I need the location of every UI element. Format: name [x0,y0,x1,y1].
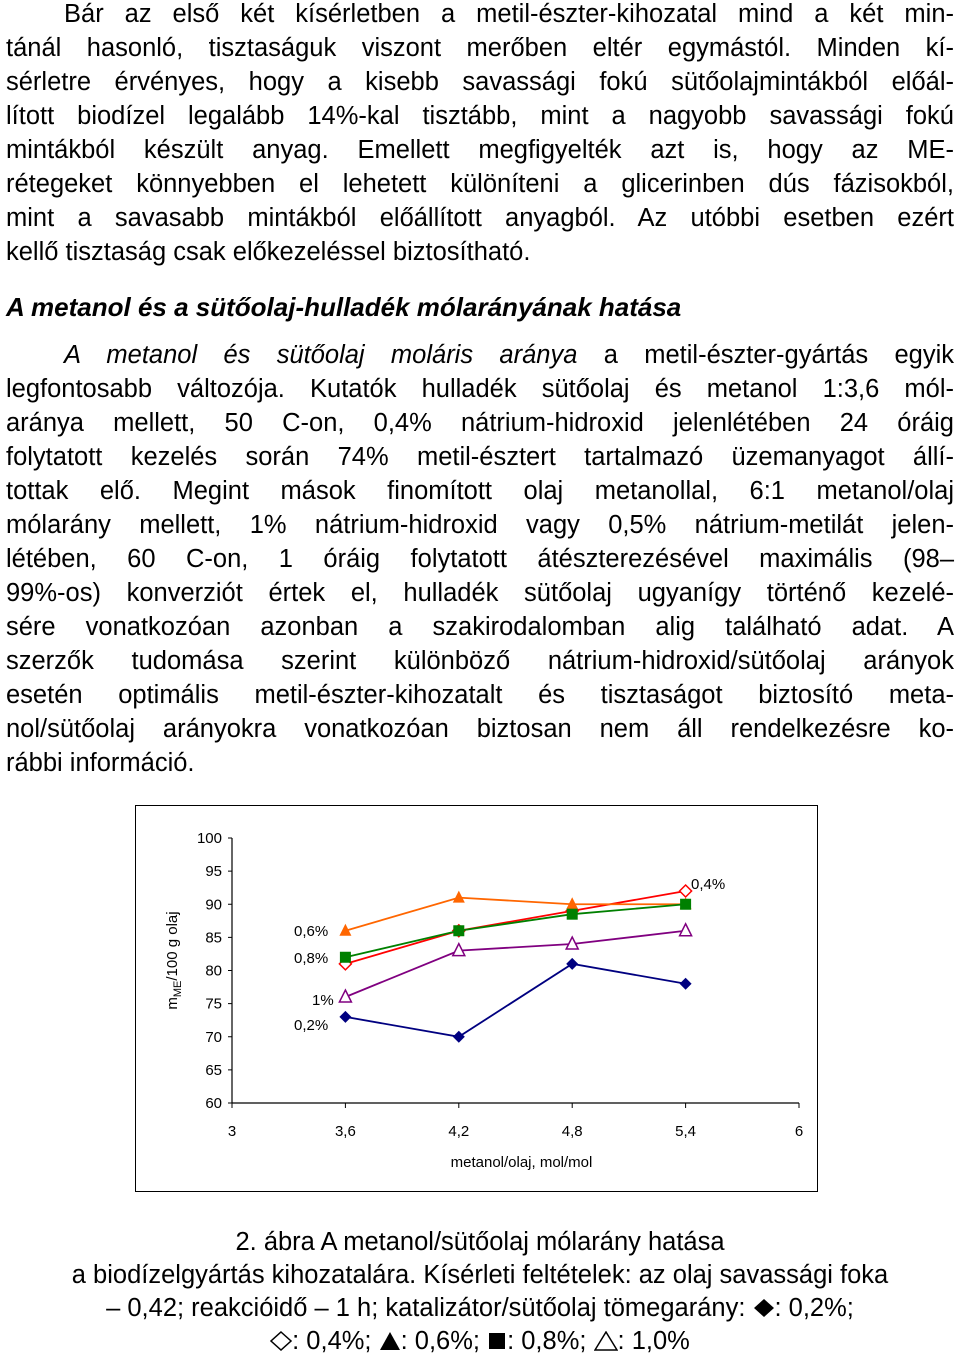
series-label: 0,2% [294,1017,329,1034]
paragraph-1-line: mintákból készült anyag. Emellett megfigyelték azt is, hogy az ME- [6,136,954,164]
paragraph-2-line: folytatott kezelés során 74% metil-észtert tartalmazó üzemanyagot állí- [6,443,954,471]
paragraph-1-line: mint a savasabb mintákból előállított anyagból. Az utóbbi esetben ezért [6,204,954,232]
y-tick-label: 95 [205,863,222,881]
x-tick-label: 4,8 [561,1123,583,1140]
y-tick-label: 90 [205,896,222,914]
data-point [680,885,692,897]
figure-caption [0,1226,960,1358]
filled-diamond-symbol-icon [753,1298,775,1318]
y-tick-label: 60 [205,1095,222,1112]
paragraph-2-italic-term: A metanol és sütőolaj moláris aránya [64,341,578,369]
caption-line-4 [0,1325,960,1358]
data-point [453,891,465,903]
y-tick-label: 80 [205,962,222,980]
paragraph-1-line: rétegeket könnyebben el lehetett különíteni a glicerinben dús fázisokból, [6,170,954,198]
paragraph-2-line: szerzők tudomása szerint különböző nátrium-hidroxid/sütőolaj arányok [6,647,954,675]
data-point [566,958,578,970]
y-tick-label: 85 [205,929,222,947]
caption-item-0-6: : 0,6%; [400,1327,488,1355]
paragraph-1-line: sérletre érvényes, hogy a kisebb savassági fokú sütőolajmintákból előál- [6,68,954,96]
y-axis-label: $m_{ME}/100$ g olaj [164,911,184,1010]
paragraph-1-line: lított biodízel legalább 14%-kal tisztább, mint a nagyobb savassági fokú [6,102,954,130]
paragraph-2-line: rábbi információ. [6,749,195,777]
paragraph-2-line: esetén optimális metil-észter-kihozatalt és tisztaságot biztosító meta- [6,681,954,709]
x-axis-label: metanol/olaj, mol/mol [450,1154,593,1171]
paragraph-2-line: mólarány mellett, 1% nátrium-hidroxid vagy 0,5% nátrium-metilát jelen- [6,511,954,539]
series-label: 0,6% [294,923,329,940]
paragraph-1-line: Bár az első két kísérletben a metil-észter-kihozatal mind a két min- [64,0,954,28]
series-label: 1% [312,992,334,1009]
caption-line-3 [0,1292,960,1325]
series-line [345,898,685,931]
data-point [453,1031,465,1043]
caption-line-3-text: – 0,42; reakcióidő – 1 h; katalizátor/sütőolaj tömegarány: [106,1294,753,1322]
paragraph-2-line: létében, 60 C-on, 1 óráig folytatott átészterezésével maximális (98– [6,545,954,573]
caption-item-1-0: : 1,0% [617,1327,690,1355]
paragraph-2-line: 99%-os) konverziót értek el, hulladék sütőolaj ugyanígy történő kezelé- [6,579,954,607]
series-label: 0,4% [691,876,726,893]
data-point [453,925,464,936]
caption-line-2: a biodízelgyártás kihozatalára. Kísérleti feltételek: az olaj savassági foka [71,1261,889,1289]
filled-triangle-symbol-icon [379,1331,401,1351]
x-tick-label: 4,2 [448,1123,470,1140]
y-tick-label: 75 [205,995,222,1013]
x-tick-label: 6 [794,1123,804,1140]
open-triangle-symbol-icon [594,1331,618,1351]
paragraph-2-line: aránya mellett, 50 C-on, 0,4% nátrium-hidroxid jelenlétében 24 óráig [6,409,954,437]
caption-item-0-8: : 0,8%; [507,1327,594,1355]
paragraph-1-line: kellő tisztaság csak előkezeléssel biztosítható. [6,238,531,266]
paragraph-2-line: sére vonatkozóan azonban a szakirodalomban alig található adat. A [6,613,954,641]
caption-item-0-4: : 0,4%; [292,1327,379,1355]
x-tick-label: 5,4 [675,1123,697,1140]
data-point [680,978,692,990]
y-tick-label: 100 [196,830,222,847]
x-tick-label: 3 [227,1123,237,1140]
y-tick-label: 70 [205,1028,222,1046]
data-point [567,909,578,920]
caption-line-3-value: : 0,2%; [774,1294,854,1322]
data-point [340,952,351,963]
paragraph-1-line: tánál hasonló, tisztaságuk viszont merőben eltér egymástól. Minden kí- [6,34,954,62]
chart-frame [135,805,818,1192]
x-tick-label: 3,6 [334,1123,356,1140]
series-line [345,931,685,997]
y-tick-label: 65 [205,1061,222,1079]
paragraph-2-line: tottak elő. Megint mások finomított olaj metanollal, 6:1 metanol/olaj [6,477,954,505]
paragraph-2-line: legfontosabb változója. Kutatók hulladék sütőolaj és metanol 1:3,6 mól- [6,375,954,403]
series-line [345,964,685,1037]
data-point [339,1011,351,1023]
filled-square-symbol-icon [487,1331,507,1351]
paragraph-1 [6,0,954,269]
paragraph-2-line [6,338,954,372]
data-point [680,899,691,910]
series-line [345,891,685,964]
caption-line-1: 2. ábra A metanol/sütőolaj mólarány hatása [235,1228,725,1256]
paragraph-2 [6,338,954,780]
data-point [680,924,692,936]
series-label: 0,8% [294,950,329,967]
section-heading: A metanol és a sütőolaj-hulladék mólarányának hatása [6,292,682,322]
line-chart [136,806,816,1190]
open-diamond-symbol-icon [270,1331,292,1351]
paragraph-2-line-rest: a metil-észter-gyártás egyik [577,341,954,369]
paragraph-2-line: nol/sütőolaj arányokra vonatkozóan biztosan nem áll rendelkezésre ko- [6,715,954,743]
